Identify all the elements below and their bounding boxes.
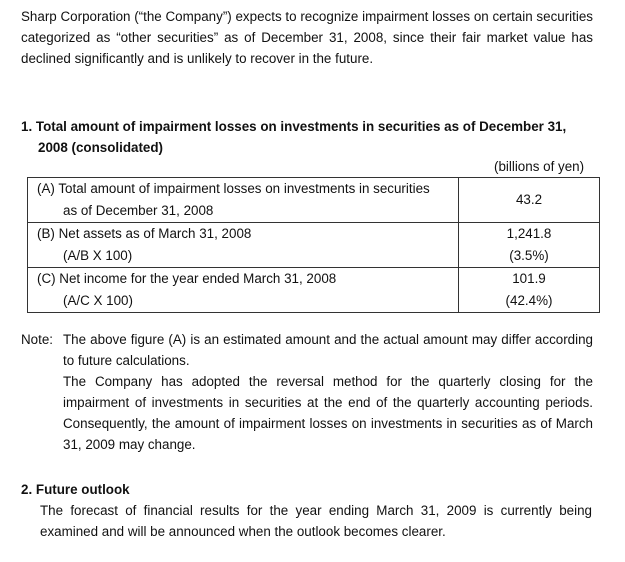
- section1-title-line1: 1. Total amount of impairment losses on investments in securities as of December 31,: [21, 119, 567, 134]
- row-label-sub: (A/C X 100): [63, 293, 133, 308]
- note-paragraph-1: The above figure (A) is an estimated amount and the actual amount may differ according to future calculations.: [63, 332, 593, 368]
- unit-label: (billions of yen): [494, 159, 585, 174]
- row-c-label-cell: [28, 268, 459, 313]
- note-label: Note:: [21, 332, 54, 347]
- table-row: [28, 223, 600, 268]
- row-value: 101.9: [512, 271, 546, 286]
- row-a-value-cell: [459, 178, 600, 223]
- note-paragraph-2: The Company has adopted the reversal method for the quarterly closing for the impairment of investments in securities at the end of the quarterly accounting periods. Consequently, the amount of impairment losses on investments in securities as of March 31, 2009 may change.: [63, 374, 593, 452]
- row-label: (B) Net assets as of March 31, 2008: [37, 226, 252, 241]
- table-row: [28, 178, 600, 223]
- section2-heading: 2. Future outlook: [21, 482, 130, 497]
- row-b-value-cell: [459, 223, 600, 268]
- note-block: [21, 329, 593, 455]
- section1-heading: [21, 116, 601, 158]
- row-value: 1,241.8: [506, 226, 552, 241]
- outlook-paragraph: The forecast of financial results for the year ending March 31, 2009 is currently being examined and will be announced when the outlook becomes clearer.: [40, 503, 592, 539]
- row-a-label-cell: [28, 178, 459, 223]
- row-label-sub: (A/B X 100): [63, 248, 133, 263]
- impairment-table: [27, 177, 600, 313]
- row-value-sub: (42.4%): [505, 293, 553, 308]
- row-c-value-cell: [459, 268, 600, 313]
- section1-title-line2: 2008 (consolidated): [38, 140, 164, 155]
- row-label: (C) Net income for the year ended March 31, 2008: [37, 271, 337, 286]
- row-label: (A) Total amount of impairment losses on investments in securities: [37, 181, 430, 196]
- row-label-sub: as of December 31, 2008: [63, 203, 214, 218]
- intro-paragraph: Sharp Corporation (“the Company”) expects to recognize impairment losses on certain securities categorized as “other securities” as of December 31, 2008, since their fair market value has declined significantly and is unlikely to recover in the future.: [21, 9, 593, 66]
- row-b-label-cell: [28, 223, 459, 268]
- table-row: [28, 268, 600, 313]
- row-value: 43.2: [515, 192, 543, 207]
- row-value-sub: (3.5%): [509, 248, 549, 263]
